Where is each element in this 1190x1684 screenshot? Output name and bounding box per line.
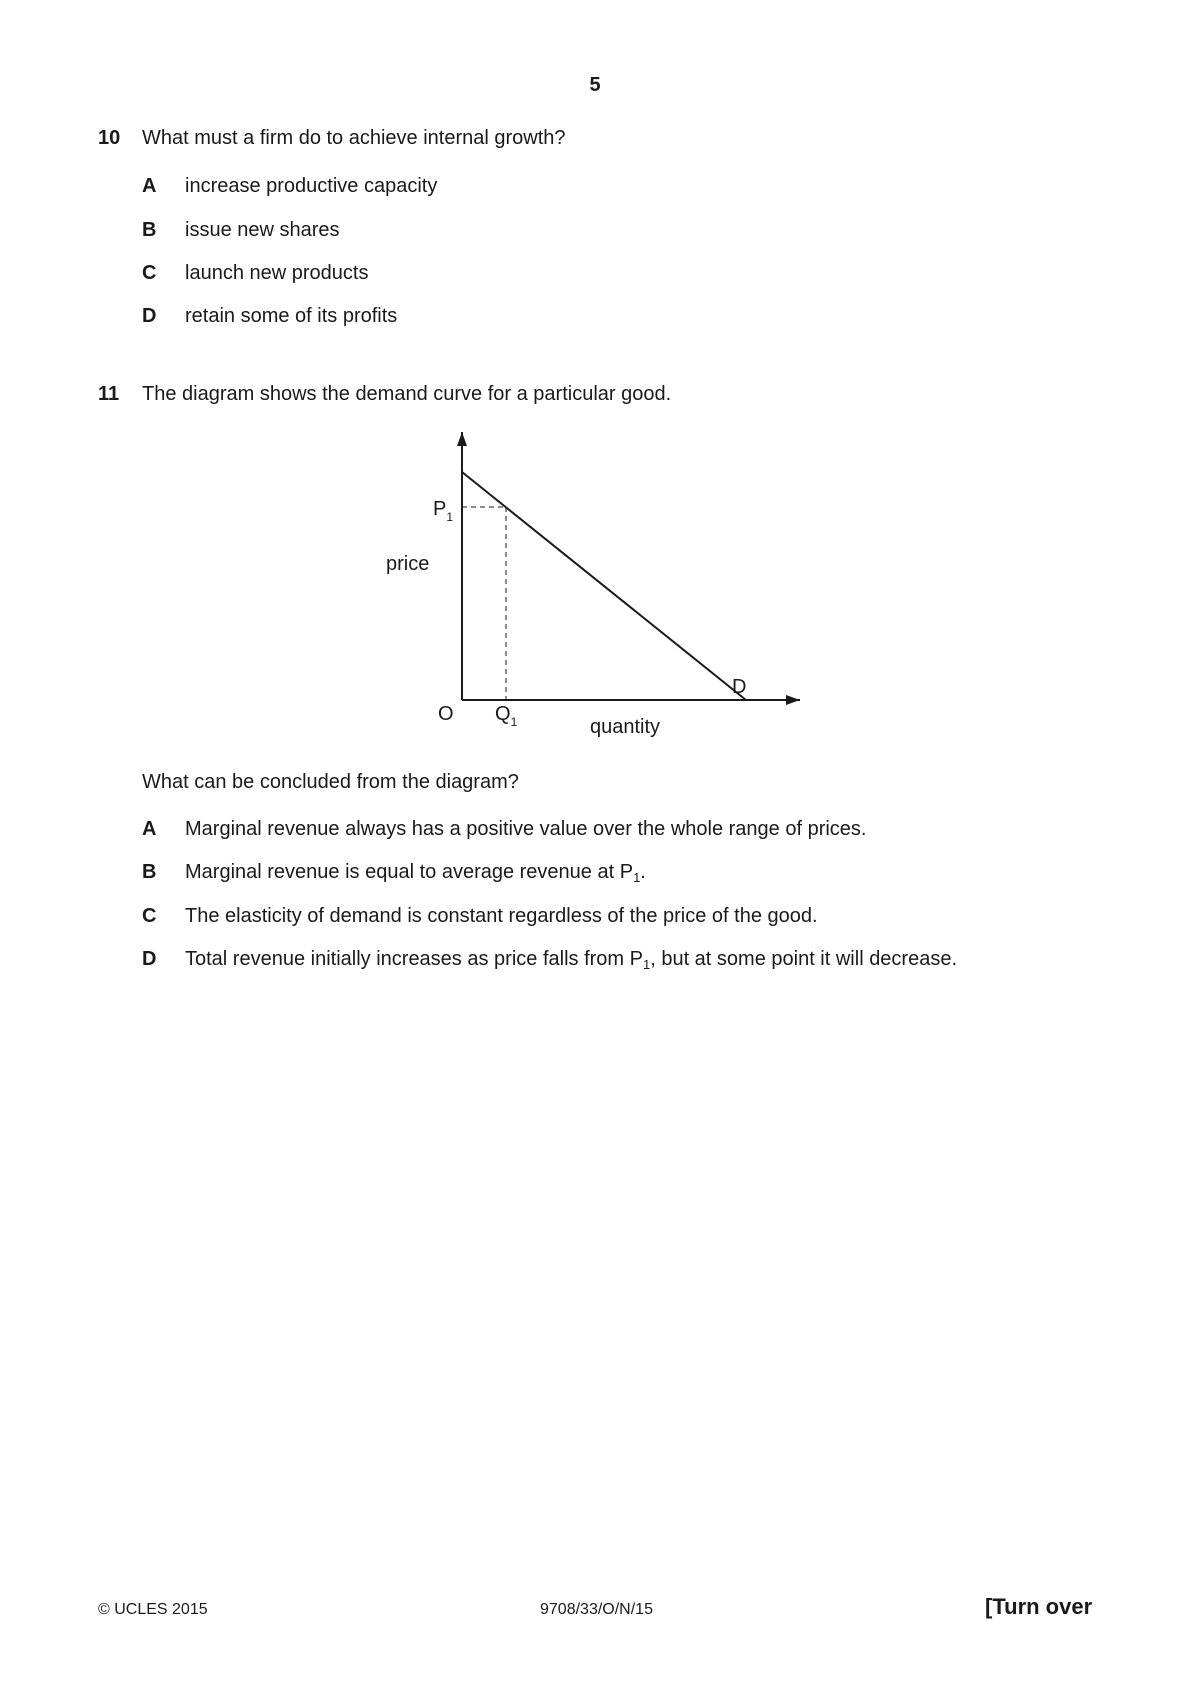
price-axis-arrow bbox=[457, 432, 467, 446]
q11-option-b-text: Marginal revenue is equal to average revenue at $P_1$. bbox=[185, 861, 646, 885]
quantity-axis-arrow bbox=[786, 695, 800, 705]
question-11-text: The diagram shows the demand curve for a particular good. bbox=[142, 383, 672, 405]
question-10-number: 10 bbox=[98, 127, 121, 149]
demand-curve bbox=[462, 472, 746, 700]
q11-option-a-text: Marginal revenue always has a positive value over the whole range of prices. bbox=[185, 818, 867, 840]
p1-label: $P_1$ bbox=[433, 498, 454, 524]
question-11-number: 11 bbox=[98, 383, 120, 405]
q11-option-d-text: Total revenue initially increases as price falls from $P_1$, but at some point it will decrease. bbox=[185, 948, 958, 972]
q11-option-b-letter: B bbox=[142, 861, 157, 883]
q10-option-c-text: launch new products bbox=[185, 262, 369, 284]
origin-label: O bbox=[438, 703, 454, 725]
q10-option-b-text: issue new shares bbox=[185, 219, 340, 241]
footer-turn-over: [Turn over bbox=[985, 1594, 1093, 1619]
q10-option-a-letter: A bbox=[142, 175, 157, 197]
footer-paper-code: 9708/33/O/N/15 bbox=[540, 1601, 653, 1618]
demand-curve-label: D bbox=[732, 676, 747, 698]
footer-copyright: © UCLES 2015 bbox=[98, 1601, 208, 1618]
question-10-text: What must a firm do to achieve internal growth? bbox=[142, 127, 566, 149]
q11-option-c-text: The elasticity of demand is constant regardless of the price of the good. bbox=[185, 905, 818, 927]
q10-option-b-letter: B bbox=[142, 219, 157, 241]
q10-option-a-text: increase productive capacity bbox=[185, 175, 438, 197]
q11-option-c-letter: C bbox=[142, 905, 157, 927]
price-axis-label: price bbox=[386, 553, 430, 575]
quantity-axis-label: quantity bbox=[590, 716, 661, 738]
q11-option-d-letter: D bbox=[142, 948, 157, 970]
demand-curve-diagram bbox=[370, 420, 830, 750]
q10-option-d-letter: D bbox=[142, 305, 157, 327]
page-number: 5 bbox=[589, 74, 601, 96]
q1-label: $Q_1$ bbox=[495, 703, 518, 729]
question-11-prompt: What can be concluded from the diagram? bbox=[142, 771, 519, 793]
q10-option-c-letter: C bbox=[142, 262, 157, 284]
q10-option-d-text: retain some of its profits bbox=[185, 305, 398, 327]
q11-option-a-letter: A bbox=[142, 818, 157, 840]
